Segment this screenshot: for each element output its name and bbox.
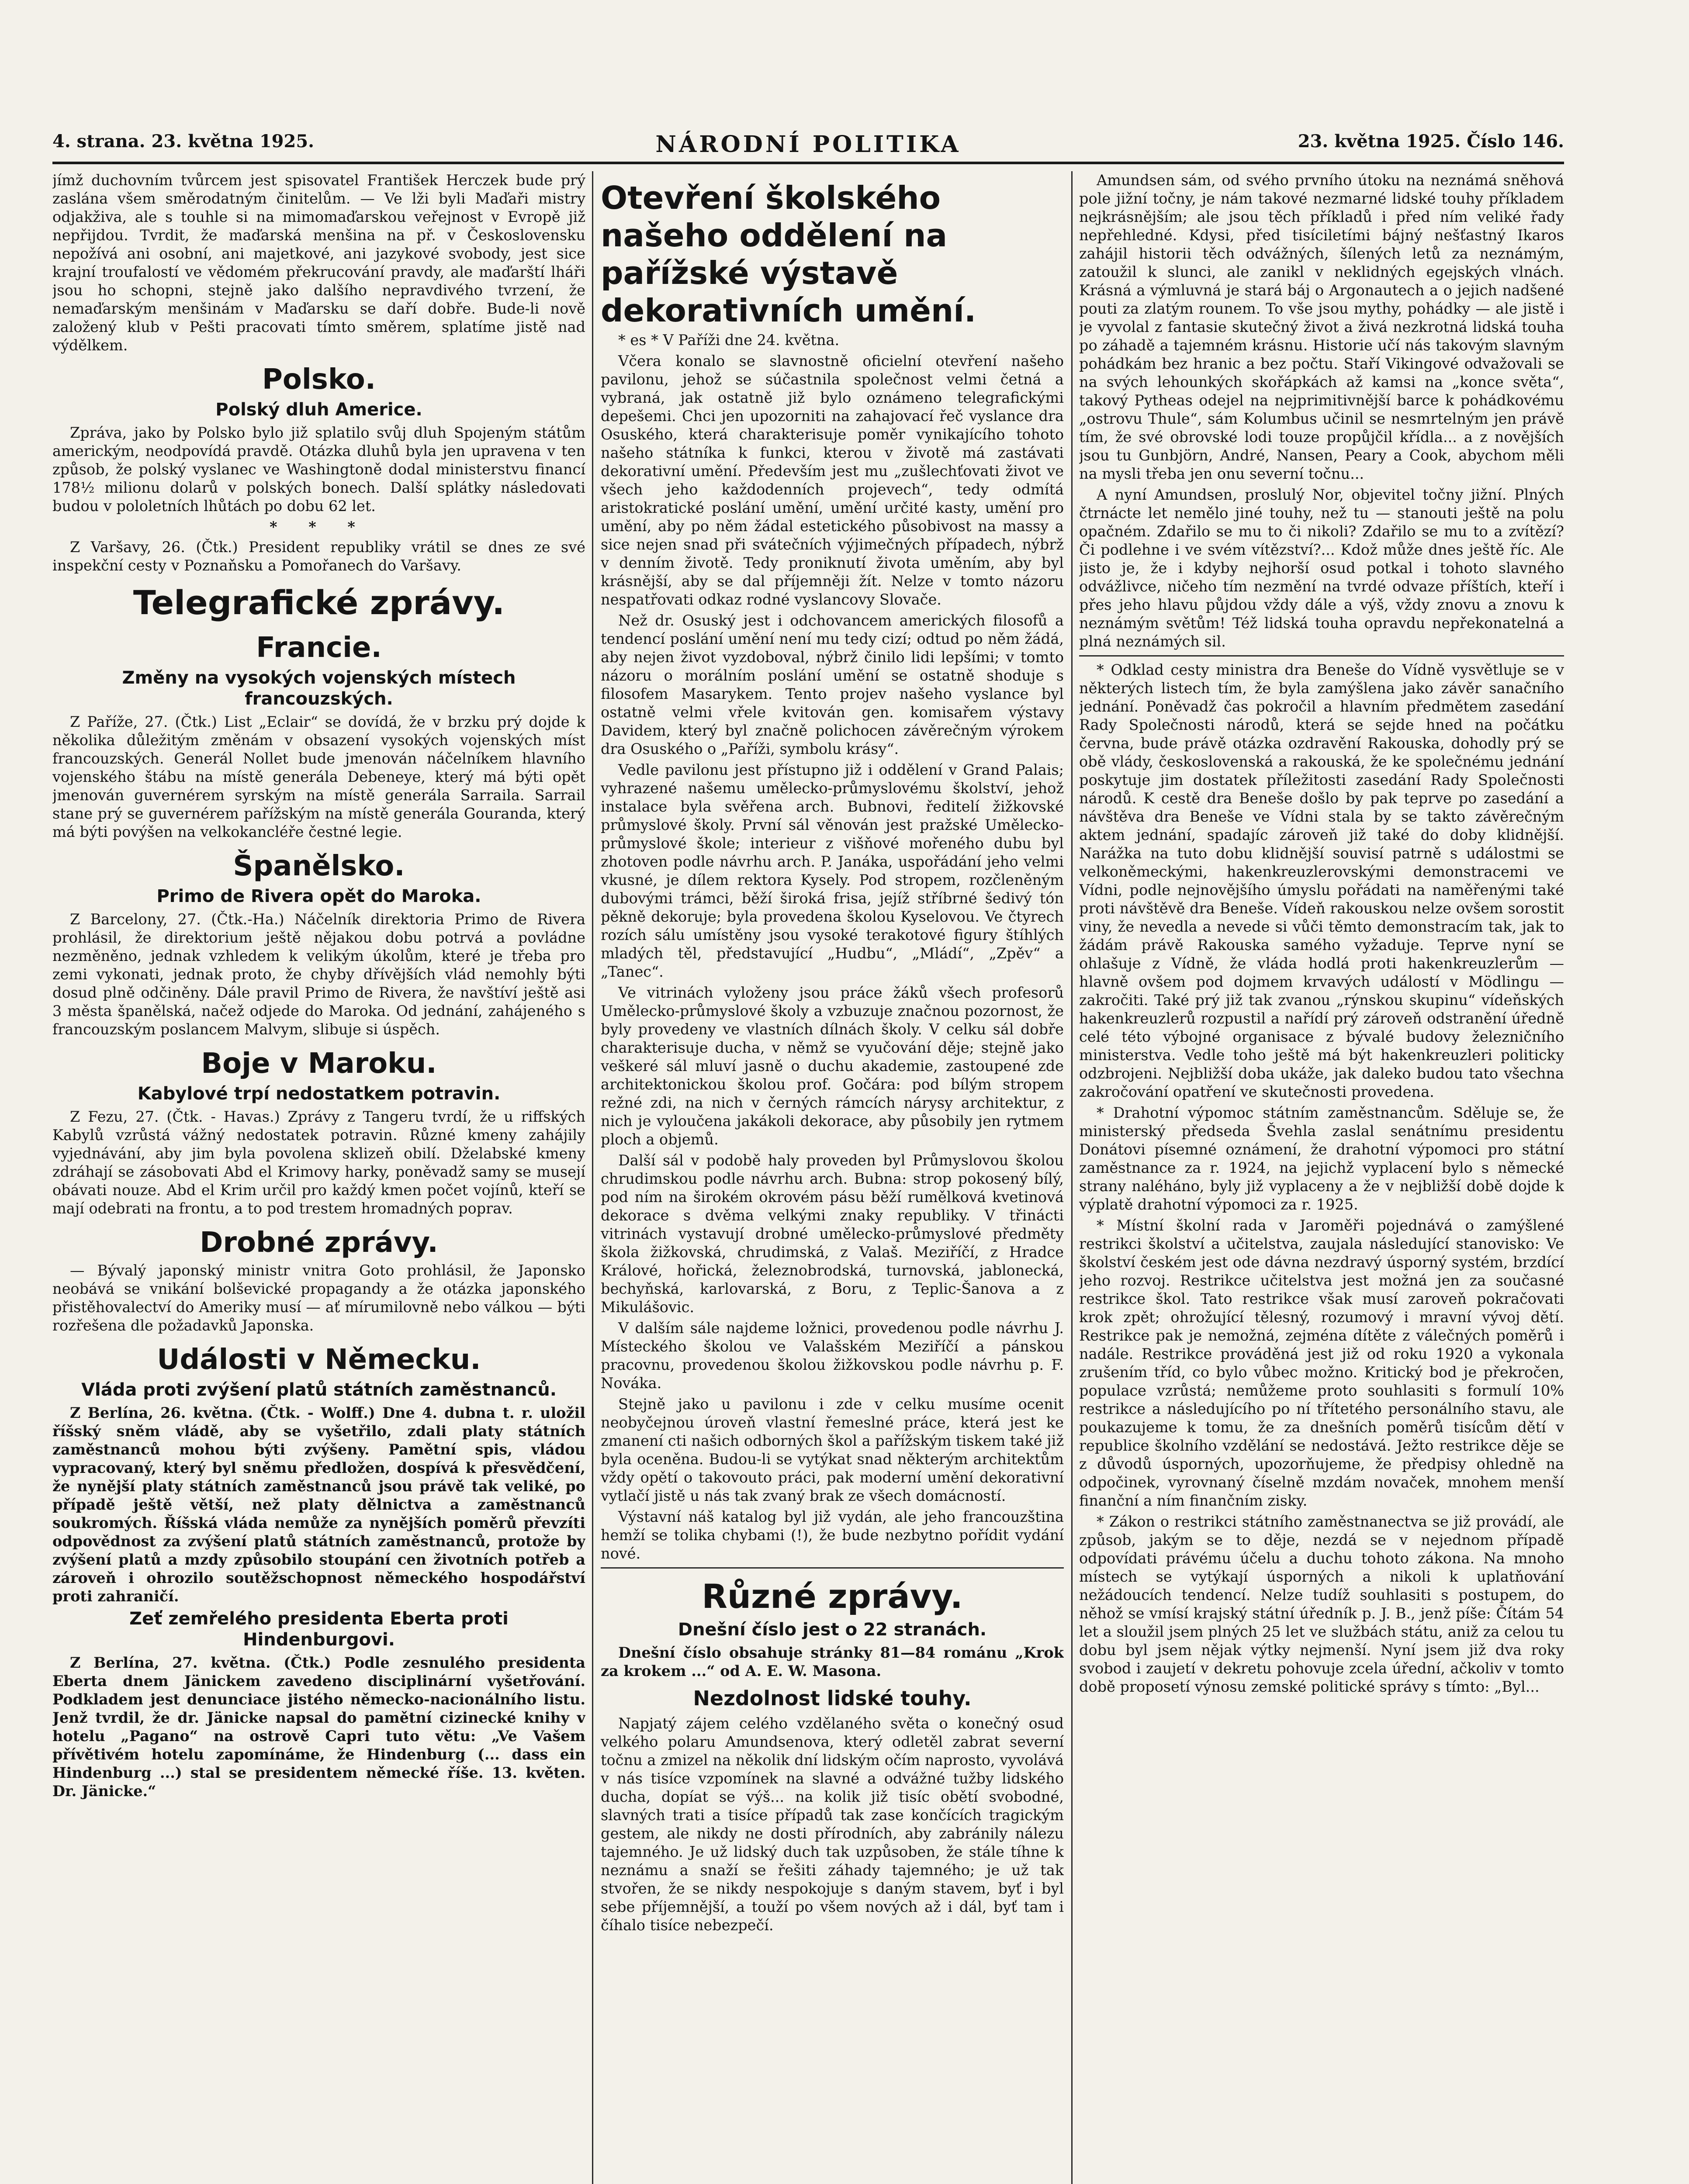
article-paragraph: Než dr. Osuský jest i odchovancem amerických filosofů a tendencí poslání umění není mu tedy cizí; odtud po něm žádá, aby nejen život vyzdoboval, nýbrž činilo lidi lepšími; v tomto názoru o morálním poslání umění se ostatně shoduje s filosofem Masarykem. Tento projev našeho vyslance byl ostatně velmi vřele kvitován gen. komisařem výstavy Davidem, který byl značně polichocen závěrečným výrokem dra Osuského o „Paříži, symbolu krásy“.	[601, 612, 1064, 757]
section-heading-ruzne: Různé zprávy.	[702, 1577, 963, 1616]
subheading-spanelsko: Primo de Rivera opět do Maroka.	[156, 886, 481, 906]
page-number-date: 4. strana. 23. května 1925.	[52, 131, 315, 152]
news-item-jaromer: * Místní školní rada v Jaroměři pojednává o zamýšlené restrikci školství a učitelstva, zaujala následující stanovisko: Ve školství českém jest ode dávna nezdravý úsporný systém, brzdící jeho rozvoj. Restrikce učitelstva jest možná jen za současné restrikce škol. Tato restrikce však musí zaroveň pokračovati krok zpět; ohrožující tělesný, rozumový i mravní vývoj dětí. Restrikce pak je nemožná, zejména dítěte z válečných poměrů i nadále. Restrikce prováděná jest již od roku 1920 a vykonala zrušením tříd, co bylo vůbec možno. Kritický bod je překročen, populace vzrůstá; nemůžeme proto souhlasiti s formulí 10% restrikce a následujícího po ní třítetého personálního stavu, ale poukazujeme k tomu, že za dnešních poměrů tisícům dětí v republice školního vzdělání se nedostává. Ježto restrikce děje se z důvodů úsporných, upozorňujeme, že předpisy ohledně na odpočinek, vyrovnaný číselně mzdám novaček, mnohem menší finanční a ním finančním zisky.	[1079, 1217, 1564, 1509]
news-item-benes: * Odklad cesty ministra dra Beneše do Vídně vysvětluje se v některých listech tím, že byla zamýšlena jako závěr sanačního jednání. Poněvadž čas pokročil a hlavním předmětem zasedání Rady Společnosti národů, která se sejde hned na počátku června, bude právě otázka ozdravění Rakouska, dohodly prý se obě vlády, československá a rakouská, že ke společnému jednání poskytuje jim dostatek příležitosti zasedání Rady Společnosti národů. K cestě dra Beneše došlo by pak teprve po zasedání a návštěva dra Beneše ve Vídni stala by se takto závěrečným aktem jednání, spadajíc zároveň již také do doby klidnější. Narážka na tuto dobu klidnější souvisí patrně s událostmi se velkoněmeckými, hakenkreuzlerovskými demonstracemi ve Vídni, podle nejnovějšího úmyslu pořádati na naměřenými také proti návštěvě dra Beneše. Vídeň rakouskou nelze ovšem sorostit viny, že nevedla a nevede si vůči těmto demonstracím tak, jak to žádám právě Rakouska samého vyžaduje. Teprve nyní se ohlašuje z Vídně, že vláda hodlá proti hakenkreuzlerům — hlavně ovšem pod dojmem krvavých událostí v Mödlingu — zakročiti. Také prý již tak zvanou „rýnskou skupinu“ vídeňských hakenkreuzlerů rozpustil a nařídí prý zároveň odstranění úředně celé této výbojné organisace z bývalé budovy železničního ministerstva. Vedle toho ještě má být hakenkreuzleri politicky odzbrojeni. Nejbližší doba ukáže, jak daleko budou tato všechna zakročování opatření ve skutečnosti provedena.	[1079, 661, 1564, 1100]
issue-date-number: 23. května 1925. Číslo 146.	[1298, 131, 1564, 152]
article-paragraph: Ve vitrinách vyloženy jsou práce žáků všech profesorů Umělecko-průmyslové školy a vzbuzuje značnou pozornost, že byly provedeny ve vlastních dílnách školy. V celku sál dobře charakterisuje ducha, v němž se vyučování děje; stejně jako veškeré sál mluví jasně o duchu akademie, zastoupené zde architektonickou školou prof. Gočára: pod bílým stropem režné zdi, na nich v černých rámcích nárysy architektur, z nich je vyloučena jakákoli dekorace, aby působily jen rytmem ploch a objemů.	[601, 984, 1064, 1148]
article-paragraph: Z Varšavy, 26. (Čtk.) President republiky vrátil se dnes ze své inspekční cesty v Poznaňsku a Pomořanech do Varšavy.	[52, 539, 585, 574]
horizontal-rule	[601, 1567, 1064, 1569]
article-paragraph: Včera konalo se slavnostně oficielní otevření našeho pavilonu, jehož se súčastnila společnost velmi četná a vybraná, jak ostatně již bylo oznámeno telegrafickými depešemi. Chci jen upozorniti na zahajovací řeč vyslance dra Osuského, která charakterisuje poměr vynikajícího tohoto našeho státníka k funkci, kterou v životě má zastávati dekorativní umění. Především jest mu „zušlechťovati život ve všech jeho každodenních projevech“, tedy odmítá aristokratické poslání umění, umění určité kasty, umění pro umění, aby po něm žádal estetického působivost na massy a sice nejen snad při svátečních výjimečných případech, nýbrž v denním životě. Tedy proniknutí života uměním, aby byl krásnější, aby se dal příjemněji žít. Nelze v tomto názoru nespatřovati odkaz rodné vyslancovy Slovače.	[601, 352, 1064, 608]
news-item-zakon: * Zákon o restrikci státního zaměstnanectva se již provádí, ale způsob, jakým se to děje, nezdá se v nejednom případě odpovídati právému účelu a duchu tohoto zákona. Na mnoho místech se vytýkají úsporných a nikoli k uplatňování nežádoucích tendencí. Nelze tudíž souhlasiti s postupem, do něhož se vmísí krajský státní úředník p. J. B., jenž píše: Čítám 54 let a sloužil jsem plných 25 let ve službách státu, aniž za celou tu dobu byl jsem nějak výtky nejmenší. Nyní jsem již dva roky svobod i zaujetí v dekretu pohovuje zcela úřední, ačkoliv v tomto době proposetí výnosu zemské politické správy s tímto: „Byl...	[1079, 1513, 1564, 1695]
subheading-nemecko-ebert: Zeť zemřelého presidenta Eberta proti Hindenburgovi.	[129, 1609, 509, 1650]
article-paragraph: Dnešní číslo obsahuje stránky 81—84 románu „Krok za krokem ...“ od A. E. W. Masona.	[601, 1644, 1064, 1679]
section-heading-maroko: Boje v Maroku.	[201, 1047, 437, 1080]
article-paragraph: Vedle pavilonu jest přístupno již i oddělení v Grand Palais; vyhrazené našemu umělecko-průmyslovému školství, jehož instalace byla svěřena arch. Bubnovi, ředitelí žižkovské průmyslové školy. První sál věnován jest pražské Umělecko-průmyslové škole; interieur z višňové mořeného dubu byl zhotoven podle návrhu arch. P. Janáka, uspořádání jeho velmi vkusné, je dílem rektora Kysely. Pod stropem, rozčleněným dubovými trámci, běží široká frisa, jejíž stříbrné šedivý tón pěkně dekoruje; byla provedena školou Kyselovou. Ve čtyrech rozích sálu umístěny jsou vysoké terakotové figury štíhlých mladých těl, představující „Hudbu“, „Mládí“, „Zpěv“ a „Tanec“.	[601, 761, 1064, 980]
section-heading-polsko: Polsko.	[262, 363, 376, 396]
article-paragraph: Z Fezu, 27. (Čtk. - Havas.) Zprávy z Tangeru tvrdí, že u riffských Kabylů vzrůstá vážný nedostatek potravin. Různé kmeny zahájily vyjednávání, aby jim byla povolena sklizeň obilí. Dželabské kmeny zdráhají se zásobovati Abd el Krimovy harky, poněvadž samy se musejí obávati nouze. Abd el Krim určil pro každý kmen počet vojínů, kteří se mají odebrati na frontu, a to pod trestem hromadných poprav.	[52, 1108, 585, 1217]
subheading-polsky-dluh: Polský dluh Americe.	[215, 400, 422, 420]
column-left	[52, 171, 585, 2184]
lead-paragraph: jímž duchovním tvůrcem jest spisovatel František Herczek bude prý zaslána všem směrodatným činitelům. — Ve lži byli Maďaři mistry odjakživa, ale s touhle si na mimomaďarskou veřejnost v Evropě již nepřijdou. Tvrdit, že maďarská menšina na př. v Československu nepožívá ani osobní, ani majetkové, ani jazykové svobody, jest sice krajní troufalostí ve vědomém překrucování pravdy, ale maďarští lháři jsou ho schopni, stejně jako dalšího nepravdivého tvrzení, že nemaďarským menšinám v Maďarsku se daří dobře. Bude-li nově založený klub v Pešti pracovati tímto směrem, splatíme jistě nad výdělkem.	[52, 172, 585, 354]
article-paragraph: A nyní Amundsen, proslulý Nor, objevitel točny jižní. Plných čtrnácte let nemělo jiné touhy, než tu — stanouti ještě na polu opačném. Zdařilo se mu to či nikoli? Zdařilo se mu to a zvítězí? Či podlehne i ve svém vítězství?... Kdož může dnes ještě říc. Ale jisto je, že i kdyby nejhorší osud potkal i tohoto slavného odvážlivce, ničeho tím nezmění na tvrdé odvaze příštích, kteří i přes jeho hlavu půjdou vždy dále a výš, vždy znovu a znovu k neznámým světům! Též lidská touha opravdu nepřekonatelná a plná neznámých sil.	[1079, 486, 1564, 650]
horizontal-rule	[1079, 655, 1564, 657]
article-paragraph: Z Barcelony, 27. (Čtk.-Ha.) Náčelník direktoria Primo de Rivera prohlásil, že direktorium ještě nějakou dobu potrvá a povládne nezměněno, jednak vzhledem k velikým úkolům, které je třeba pro zemi vykonati, jednak proto, že chyby dřívějších vlád nemohly býti dosud plně odčiněny. Dále pravil Primo de Rivera, že navštíví ještě asi 3 města španělská, načež odjede do Maroka. Od jednání, zahájeného s francouzským poslancem Malvym, slibuje si úspěch.	[52, 911, 585, 1038]
masthead	[52, 127, 1564, 164]
section-heading-francie: Francie.	[256, 632, 382, 664]
article-paragraph: Napjatý zájem celého vzdělaného světa o konečný osud velkého polaru Amundsenova, který odletěl zabrat severní točnu a zmizel na několik dní lidským očím naprosto, vyvolává v nás tisíce vzpomínek na slavné a odvážné tužby lidského ducha, dopíat se výš... na kolik již tisíc obětí svobodné, slavných trati a tisíce případů tak zase končících tragickým gestem, ale nikdy ne dosti přírodních, aby zabránily nálezu tajemného. Je už lidský duch tak uzpůsoben, že stále tíhne k neznámu a snaží se řešiti záhady tajemného; je už tak stvořen, že se nikdy nespokojuje s daným stavem, byť i byl sebe příjemnější, a touží po všem nových až i dál, byť tam i číhalo tisíce nebezpečí.	[601, 1715, 1064, 1934]
article-paragraph: Z Paříže, 27. (Čtk.) List „Eclair“ se dovídá, že v brzku prý dojde k několika důležitým změnám v obsazení vysokých vojenských míst francouzských. Generál Nollet bude jmenován náčelníkem hlavního vojenského štábu na místě generála Debeneye, který má býti opět jmenován guvernérem syrským na místě generála Sarraila. Sarrail stane prý se guvernérem pařížským na místě generála Gouranda, který má býti povýšen na velkokancléře čestné legie.	[52, 713, 585, 840]
dateline: * es * V Paříži dne 24. května.	[618, 332, 840, 349]
section-heading-drobne: Drobné zprávy.	[200, 1227, 438, 1259]
article-paragraph: Amundsen sám, od svého prvního útoku na neznámá sněhová pole jižní točny, je nám takové nezmarné lidské touhy příkladem nejkrásnějším; ale jsou těch příkladů i před ním veliké řady nepřehledné. Kdysi, před tisíciletími bájný nešťastný Ikaros zahájil historii těch odvážných, šílených letů za neznámým, zatoužil k slunci, ale zanikl v neklidných egejských vlnách. Krásná a výmluvná je stará báj o Argonautech a o jejich nadšené pouti za zlatým rounem. To vše jsou mythy, pohádky — ale jistě i je vyvolal z fantasie skutečný život a živá nezkrotná lidská touha po záhadě a tajemném krásnu. Historie učí nás takovým slavným pohádkám bez hranic a bez počtu. Staří Vikingové odvažovali se na svých lehounkých skořápkách až kamsi na „konce světa“, takový Pytheas odejel na nejprimitivnější barce k pohádkovému „ostrovu Thule“, sám Kolumbus učinil se nesmrtelným jen právě tím, že své obrovské lodi touze propůjčil křídla... a z novějších jsou tu Gunbjörn, André, Nansen, Peary a Cook, abychom měli na mysli třeba jen onu severní točnu...	[1079, 172, 1564, 482]
section-heading-telegraficke: Telegrafické zprávy.	[133, 583, 505, 622]
section-heading-spanelsko: Španělsko.	[233, 850, 405, 882]
article-paragraph: Z Berlína, 26. května. (Čtk. - Wolff.) Dne 4. dubna t. r. uložil říšský sněm vládě, aby se vyšetřilo, zdali platy státních zaměstnanců mohou býti zvýšeny. Pamětní spis, vládou vypracovaný, který byl sněmu předložen, dospívá k přesvědčení, že nynější platy státních zaměstnanců jsou právě tak veliké, po případě ještě větší, než platy dělnictva a zaměstnanců soukromých. Říšská vláda nemůže za nynějších poměrů převzíti odpovědnost za zvýšení platů státních zaměstnanců, protože by zvýšení platů a mzdy způsobilo stoupání cen životních potřeb a zároveň i ohrozilo soutěžschopnost německého hospodářství proti zahraničí.	[52, 1404, 585, 1605]
article-paragraph: Stejně jako u pavilonu i zde v celku musíme ocenit neobyčejnou úroveň vlastní řemeslné práce, která jest ke zmanení cti našich odborných škol a pařížským tiskem také již byla oceněna. Budou-li se vytýkat snad některým architektům vždy opětí o takovouto práci, pak moderní umění dekorativní vytlačí jistě u nás tak zvaný brak ze všech domácností.	[601, 1396, 1064, 1504]
column-divider	[1071, 171, 1073, 2184]
subheading-nemecko-platy: Vláda proti zvýšení platů státních zaměstnanců.	[81, 1380, 557, 1400]
column-right	[1079, 171, 1564, 2184]
article-paragraph: Další sál v podobě haly proveden byl Průmyslovou školou chrudimskou podle návrhu arch. Bubna: strop pokosený bílý, pod ním na širokém okrovém pásu běží rumělková kvetinová dekorace s dvěma velkými znaky republiky. V třinácti vitrinách vystavují drobné umělecko-průmyslové předměty škola žižkovská, chrudimská, z Valaš. Meziříčí, z Hradce Králové, hořická, železnobrodská, turnovská, jablonecká, bechyňská, karlovarská, z Boru, z Teplic-Šanova a z Mikulášovic.	[601, 1152, 1064, 1316]
article-paragraph: — Bývalý japonský ministr vnitra Goto prohlásil, že Japonsko neobává se vnikání bolševické propagandy a že otázka japonského přistěhovalectví do Ameriky musí — ať mírumilovně nebo válkou — býti rozřešena dle požadavků Japonska.	[52, 1262, 585, 1334]
news-item-drahotni: * Drahotní výpomoc státním zaměstnancům. Sděluje se, že ministerský předseda Švehla zaslal senátnímu presidentu Donátovi písemné oznámení, že drahotní výpomoci pro státní zaměstnance za r. 1924, na jejichž vyplacení bylo s německé strany naléháno, byly již vyplaceny a že v nejbližší době dojde k výplatě drahotní výpomoci za r. 1925.	[1079, 1104, 1564, 1213]
subheading-maroko: Kabylové trpí nedostatkem potravin.	[137, 1084, 501, 1104]
column-divider	[592, 171, 593, 2184]
newspaper-title: NÁRODNÍ POLITIKA	[655, 131, 961, 158]
section-heading-nemecko: Události v Německu.	[157, 1344, 481, 1376]
subheading-francie: Změny na vysokých vojenských místech francouzských.	[122, 668, 516, 709]
subheading-dnesni-cislo: Dnešní číslo jest o 22 stranách.	[678, 1620, 987, 1640]
separator-stars: * * *	[270, 518, 368, 536]
article-paragraph: Výstavní náš katalog byl již vydán, ale jeho francouzština hemží se tolika chybami (!), že bude nezbytno pořídit vydání nové.	[601, 1508, 1064, 1562]
subheading-nezdolnost: Nezdolnost lidské touhy.	[693, 1686, 972, 1710]
article-paragraph: Zpráva, jako by Polsko bylo již splatilo svůj dluh Spojeným státům americkým, neodpovídá pravdě. Otázka dluhů byla jen upravena v ten způsob, že polský vyslanec ve Washingtoně dodal ministerstvu financí 178½ milionu dolarů v polských bonech. Další splátky následovati budou v pololetních lhůtách po dobu 62 let.	[52, 424, 585, 515]
column-middle	[601, 171, 1064, 2184]
article-paragraph: Z Berlína, 27. května. (Čtk.) Podle zesnulého presidenta Eberta dnem Jänickem zavedeno disciplinární vyšetřování. Podkladem jest denunciace jistého německo-nacionálního listu. Jenž tvrdil, že dr. Jänicke napsal do pamětní cizinecké knihy v hotelu „Pagano“ na ostrově Capri tuto větu: „Ve Vašem přívětivém hotelu zapomínáme, že Hindenburg (... dass ein Hindenburg ...) stal se presidentem německé říše. 13. květen. Dr. Jänicke.“	[52, 1654, 585, 1800]
article-headline-vystava: Otevření školského našeho oddělení na pařížské výstavě dekorativních umění.	[601, 180, 976, 329]
article-paragraph: V dalším sále najdeme ložnici, provedenou podle návrhu J. Místeckého školou ve Valašském Meziříčí a pánskou pracovnu, provedenou školou žižkovskou podle návrhu p. F. Nováka.	[601, 1320, 1064, 1392]
